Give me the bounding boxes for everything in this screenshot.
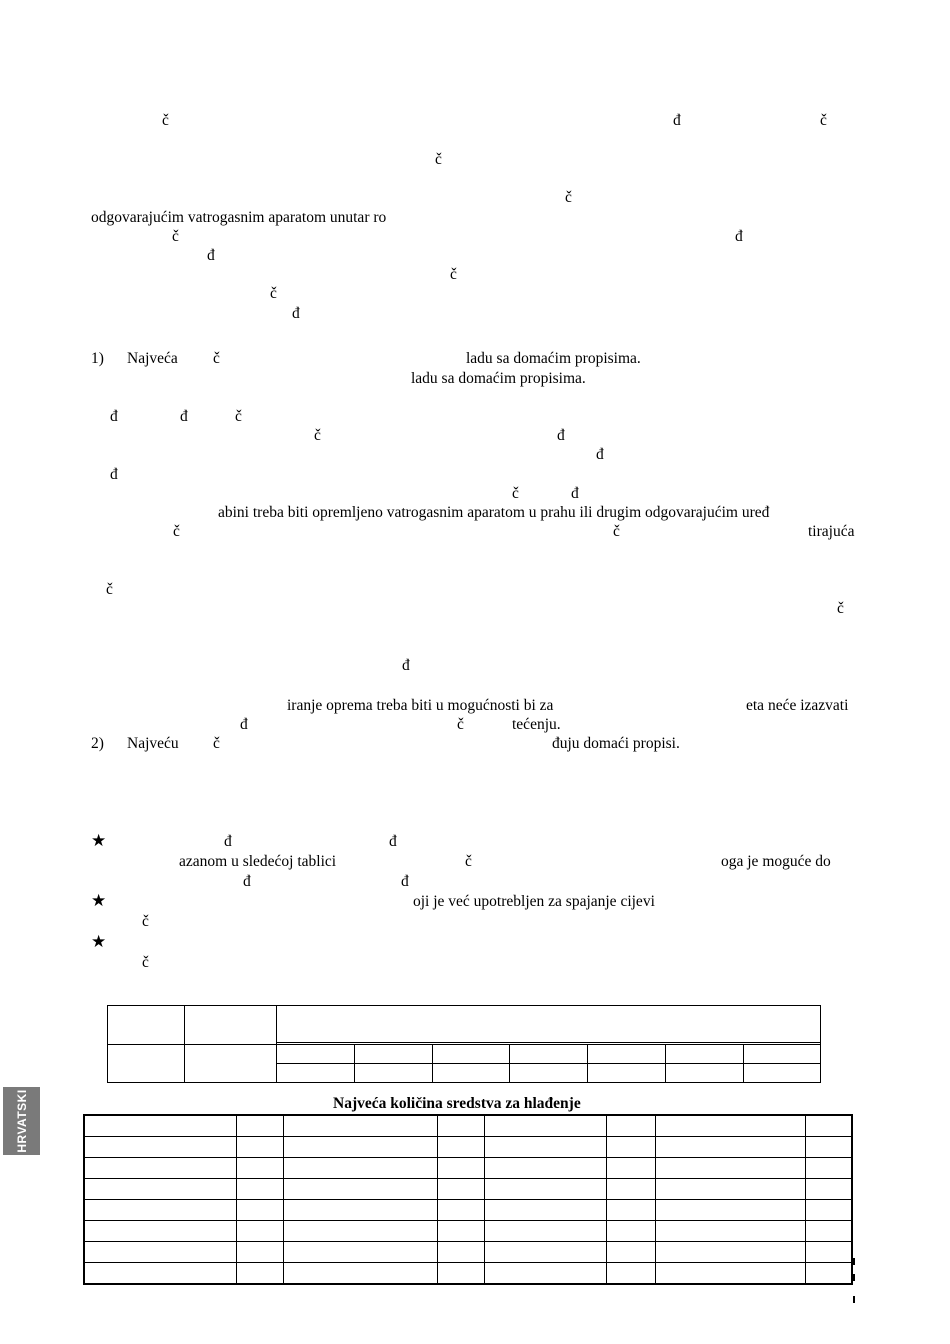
text-line: azanom u sledećoj tablici [179, 853, 337, 870]
text-fragment: đ [207, 247, 215, 264]
table-cell [84, 1158, 237, 1179]
table-row [84, 1200, 852, 1221]
text-line: oga je moguće do [721, 853, 831, 870]
table-cell [607, 1179, 656, 1200]
table-cell [237, 1137, 284, 1158]
table-cell [237, 1115, 284, 1137]
table-cell [432, 1045, 510, 1064]
table-cell [108, 1045, 185, 1083]
table-cell [805, 1137, 852, 1158]
table-cell [485, 1221, 607, 1242]
table-cell [588, 1064, 666, 1083]
text-line: odgovarajućim vatrogasnim aparatom unutar ro [91, 209, 387, 226]
text-fragment: đ [673, 112, 681, 129]
text-line: tećenju. [512, 716, 561, 733]
text-fragment: đ [110, 466, 118, 483]
refrigerant-header-table [107, 1005, 821, 1083]
table-edge-mark [853, 1296, 855, 1303]
table-cell [283, 1200, 437, 1221]
table-cell [283, 1115, 437, 1137]
text-fragment: č [270, 285, 277, 302]
table-cell [84, 1115, 237, 1137]
text-fragment: č [173, 523, 180, 540]
table-cell [655, 1263, 805, 1285]
table-cell [108, 1006, 185, 1045]
text-fragment: č [435, 151, 442, 168]
table-cell [283, 1221, 437, 1242]
table-cell [84, 1221, 237, 1242]
text-line: đuju domaći propisi. [552, 735, 680, 752]
table-cell [283, 1158, 437, 1179]
text-line: iranje oprema treba biti u mogućnosti bi za [287, 697, 554, 714]
table-row [108, 1045, 821, 1064]
table-cell [84, 1263, 237, 1285]
text-fragment: č [142, 913, 149, 930]
star-bullet-icon: ★ [91, 831, 107, 851]
table-cell [607, 1158, 656, 1179]
text-fragment: č [142, 954, 149, 971]
table-row [108, 1006, 821, 1043]
text-fragment: đ [596, 446, 604, 463]
text-fragment: đ [180, 408, 188, 425]
table-cell [655, 1158, 805, 1179]
text-fragment: đ [735, 228, 743, 245]
table-cell [283, 1137, 437, 1158]
table-cell [283, 1179, 437, 1200]
table-cell [744, 1064, 821, 1083]
table-cell [805, 1221, 852, 1242]
table-cell [437, 1221, 485, 1242]
text-fragment: đ [389, 833, 397, 850]
text-fragment: đ [571, 485, 579, 502]
table-row [84, 1221, 852, 1242]
table-cell [607, 1137, 656, 1158]
section-number: 1) [91, 350, 104, 367]
table-row [84, 1242, 852, 1263]
text-fragment: č [457, 716, 464, 733]
table-cell [237, 1200, 284, 1221]
table-cell [805, 1263, 852, 1285]
table-cell [666, 1045, 744, 1064]
text-fragment: đ [402, 657, 410, 674]
table-cell [84, 1200, 237, 1221]
table-cell [805, 1200, 852, 1221]
table-cell [655, 1200, 805, 1221]
table-cell [184, 1045, 276, 1083]
text-line: abini treba biti opremljeno vatrogasnim aparatom u prahu ili drugim odgovarajućim uređ [218, 504, 770, 521]
text-line: ladu sa domaćim propisima. [411, 370, 586, 387]
text-fragment: č [512, 485, 519, 502]
table-cell [354, 1045, 432, 1064]
table-cell [655, 1242, 805, 1263]
text-fragment: č [172, 228, 179, 245]
table-row [84, 1263, 852, 1285]
table-cell [237, 1158, 284, 1179]
text-fragment: č [314, 427, 321, 444]
table-cell [744, 1045, 821, 1064]
table-cell [437, 1115, 485, 1137]
table-cell [437, 1200, 485, 1221]
text-fragment: đ [110, 408, 118, 425]
table-cell [184, 1006, 276, 1045]
table-cell [437, 1263, 485, 1285]
table-cell [437, 1137, 485, 1158]
table-cell [485, 1263, 607, 1285]
table-cell [607, 1115, 656, 1137]
table-caption: Najveća količina sredstva za hlađenje [333, 1095, 581, 1112]
table-cell [485, 1200, 607, 1221]
text-fragment: č [213, 350, 220, 367]
table-cell [588, 1045, 666, 1064]
table-cell [283, 1263, 437, 1285]
text-fragment: č [106, 581, 113, 598]
table-cell [84, 1242, 237, 1263]
table-cell [437, 1179, 485, 1200]
table-cell [485, 1115, 607, 1137]
table-cell [805, 1242, 852, 1263]
table-cell [276, 1006, 820, 1043]
table-cell [283, 1242, 437, 1263]
table-cell [485, 1179, 607, 1200]
table-cell [485, 1242, 607, 1263]
table-cell [237, 1221, 284, 1242]
table-row [84, 1158, 852, 1179]
table-cell [607, 1242, 656, 1263]
table-cell [805, 1158, 852, 1179]
table-cell [607, 1200, 656, 1221]
table-cell [485, 1158, 607, 1179]
language-side-tab-label: HRVATSKI [14, 1089, 29, 1153]
star-bullet-icon: ★ [91, 932, 107, 952]
table-cell [276, 1045, 354, 1064]
table-cell [437, 1242, 485, 1263]
section-heading: Najveću [127, 735, 179, 752]
table-cell [237, 1263, 284, 1285]
table-cell [437, 1158, 485, 1179]
table-cell [276, 1064, 354, 1083]
table-cell [510, 1045, 588, 1064]
table-cell [655, 1115, 805, 1137]
text-fragment: č [450, 266, 457, 283]
table-cell [84, 1179, 237, 1200]
text-fragment: đ [224, 833, 232, 850]
text-fragment: č [162, 112, 169, 129]
star-bullet-icon: ★ [91, 891, 107, 911]
text-fragment: đ [243, 873, 251, 890]
table-row [84, 1179, 852, 1200]
table-cell [432, 1064, 510, 1083]
table-cell [655, 1221, 805, 1242]
text-fragment: č [235, 408, 242, 425]
text-line: ladu sa domaćim propisima. [466, 350, 641, 367]
table-cell [485, 1137, 607, 1158]
text-line: eta neće izazvati [746, 697, 849, 714]
text-fragment: č [565, 189, 572, 206]
text-fragment: č [820, 112, 827, 129]
table-cell [655, 1179, 805, 1200]
table-cell [666, 1064, 744, 1083]
table-cell [237, 1242, 284, 1263]
text-fragment: đ [557, 427, 565, 444]
text-fragment: đ [292, 305, 300, 322]
section-heading: Najveća [127, 350, 178, 367]
table-cell [84, 1137, 237, 1158]
refrigerant-quantity-table [83, 1114, 853, 1285]
table-edge-mark [853, 1258, 855, 1265]
table-edge-mark [853, 1274, 855, 1281]
table-cell [607, 1263, 656, 1285]
text-fragment: č [613, 523, 620, 540]
table-cell [237, 1179, 284, 1200]
language-side-tab [3, 1087, 40, 1155]
table-cell [805, 1115, 852, 1137]
table-cell [655, 1137, 805, 1158]
text-fragment: č [213, 735, 220, 752]
table-cell [607, 1221, 656, 1242]
text-line: tirajuća [808, 523, 855, 540]
table-row [84, 1137, 852, 1158]
text-fragment: đ [240, 716, 248, 733]
table-cell [354, 1064, 432, 1083]
text-fragment: č [465, 853, 472, 870]
text-line: oji je već upotrebljen za spajanje cijevi [413, 893, 655, 910]
table-row [84, 1115, 852, 1137]
table-cell [805, 1179, 852, 1200]
section-number: 2) [91, 735, 104, 752]
text-fragment: č [837, 600, 844, 617]
table-cell [510, 1064, 588, 1083]
text-fragment: đ [401, 873, 409, 890]
